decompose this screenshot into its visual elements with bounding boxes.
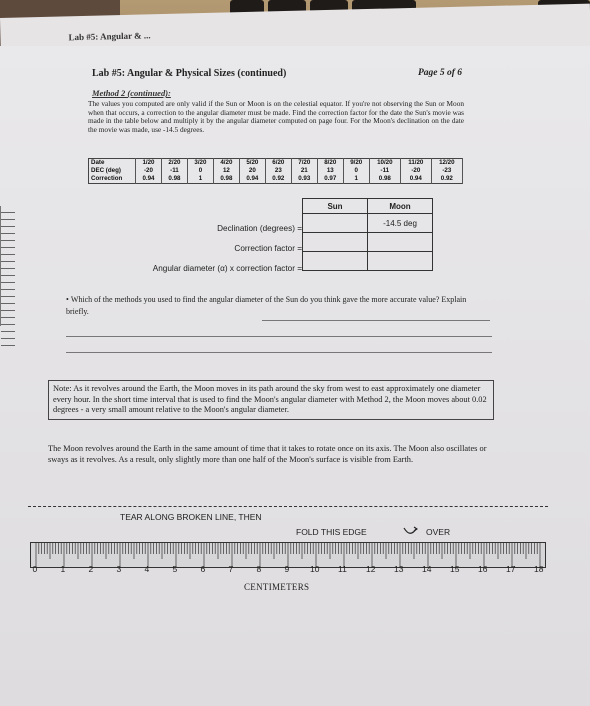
fold-arrow-icon: [402, 526, 418, 538]
date-cell: 2/20: [161, 159, 187, 168]
date-cell: 7/20: [291, 159, 317, 168]
answer-line-3[interactable]: [66, 352, 492, 353]
question-text: [66, 294, 486, 318]
dec-cell: -20: [136, 167, 162, 175]
ruler-number: 16: [478, 564, 488, 574]
page-header: [92, 68, 462, 82]
date-cell: 11/20: [400, 159, 431, 168]
calc-row-labels: [92, 219, 302, 279]
dec-cell: -11: [369, 167, 400, 175]
ruler-number: 12: [366, 564, 376, 574]
ruler-number: 15: [450, 564, 460, 574]
date-cell: 12/20: [431, 159, 462, 168]
dec-cell: 23: [265, 167, 291, 175]
question-body: Which of the methods you used to find the angular diameter of the Sun do you think gave the more accurate value? Explain briefly.: [66, 295, 467, 316]
correction-factor-label: Correction factor =: [234, 244, 302, 253]
correction-cell: 0.94: [400, 175, 431, 184]
ruler-number: 11: [338, 564, 347, 574]
correction-cell: 0.92: [265, 175, 291, 184]
row-label-correction: Correction: [89, 175, 136, 184]
col-header-sun: Sun: [303, 199, 368, 214]
table-row-correction: [89, 175, 463, 184]
moon-correction-field[interactable]: [368, 233, 433, 252]
row-label-dec: DEC (deg): [89, 167, 136, 175]
correction-cell: 0.97: [317, 175, 343, 184]
date-cell: 6/20: [265, 159, 291, 168]
ruler-number: 5: [172, 564, 178, 574]
ruler-number: 2: [88, 564, 94, 574]
date-cell: 1/20: [136, 159, 162, 168]
date-cell: 8/20: [317, 159, 343, 168]
method-heading: Method 2 (continued):: [92, 88, 171, 98]
table-row-dec: [89, 167, 463, 175]
date-cell: 10/20: [369, 159, 400, 168]
ruler-number: 9: [284, 564, 290, 574]
moon-corrected-diameter-field[interactable]: [368, 252, 433, 271]
over-instruction: OVER: [426, 527, 451, 537]
note-box: Note: As it revolves around the Earth, the Moon moves in its path around the sky from west to east approximately one diameter every hour. In the short time interval that is used to find the Moon's angular diameter with Method 2, the Moon moves about 0.02 degrees - a very small amount relative to the Moon's angular diameter.: [48, 380, 494, 420]
correction-cell: 0.93: [291, 175, 317, 184]
sun-moon-calc-table: [302, 198, 433, 271]
correction-cell: 0.94: [136, 175, 162, 184]
ruler-number: 1: [60, 564, 66, 574]
ruler-number: 13: [394, 564, 404, 574]
bullet-icon: •: [66, 295, 71, 304]
answer-line-2[interactable]: [66, 336, 492, 337]
dec-cell: 12: [213, 167, 239, 175]
dec-cell: -11: [161, 167, 187, 175]
ruler-number: 7: [228, 564, 234, 574]
correction-cell: 0.98: [213, 175, 239, 184]
ruler-number: 3: [116, 564, 122, 574]
ruler-number: 18: [534, 564, 544, 574]
ruler-number: 4: [144, 564, 150, 574]
dec-cell: 13: [317, 167, 343, 175]
correction-cell: 0.94: [239, 175, 265, 184]
correction-cell: 1: [187, 175, 213, 184]
table-row-date: [89, 159, 463, 168]
date-cell: 3/20: [187, 159, 213, 168]
tear-instruction: TEAR ALONG BROKEN LINE, THEN: [120, 512, 262, 522]
date-cell: 9/20: [343, 159, 369, 168]
sun-correction-field[interactable]: [303, 233, 368, 252]
dec-cell: 21: [291, 167, 317, 175]
declination-table: [88, 158, 463, 184]
ruler-number: 6: [200, 564, 206, 574]
sun-corrected-diameter-field[interactable]: [303, 252, 368, 271]
ruler-number: 0: [32, 564, 38, 574]
dec-cell: 0: [343, 167, 369, 175]
dec-cell: -23: [431, 167, 462, 175]
dec-cell: -20: [400, 167, 431, 175]
date-cell: 5/20: [239, 159, 265, 168]
dec-cell: 0: [187, 167, 213, 175]
worksheet-page: [0, 46, 590, 706]
lab-title: Lab #5: Angular & Physical Sizes (continued): [92, 68, 287, 79]
sun-declination-field[interactable]: [303, 214, 368, 233]
intro-paragraph: The values you computed are only valid if the Sun or Moon is on the celestial equator. If you're not observing the Sun or Moon when that occurs, a correction to the angular diameter must be made. Find the correction factor for the date the Sun's movie was made in the table below and multiply it by the angular diameter computed on page four. For the Moon's declination on the date the movie was made, use -14.5 degrees.: [88, 99, 464, 134]
answer-line-1[interactable]: [262, 320, 490, 321]
row-label-date: Date: [89, 159, 136, 168]
units-label: CENTIMETERS: [244, 582, 310, 592]
ruler-number: 17: [506, 564, 516, 574]
correction-cell: 0.98: [161, 175, 187, 184]
background-page-title: Lab #5: Angular & ...: [68, 30, 151, 43]
moon-rotation-paragraph: The Moon revolves around the Earth in the same amount of time that it takes to rotate once on its axis. The Moon also oscillates or sways as it revolves. As a result, only slightly more than one half of the Moon's surface is visible from Earth.: [48, 444, 487, 464]
ruler-number: 10: [310, 564, 320, 574]
date-cell: 4/20: [213, 159, 239, 168]
dec-cell: 20: [239, 167, 265, 175]
tear-line: [28, 506, 548, 507]
binder-edge-marks: [0, 206, 21, 326]
declination-label: Declination (degrees) =: [217, 224, 302, 233]
correction-cell: 1: [343, 175, 369, 184]
moon-declination-value: -14.5 deg: [368, 214, 433, 233]
ruler-number: 8: [256, 564, 262, 574]
fold-instruction: FOLD THIS EDGE: [296, 527, 367, 537]
angular-diameter-label: Angular diameter (α) x correction factor =: [152, 264, 302, 273]
correction-cell: 0.92: [431, 175, 462, 184]
page-number: Page 5 of 6: [417, 68, 462, 78]
col-header-moon: Moon: [368, 199, 433, 214]
correction-cell: 0.98: [369, 175, 400, 184]
ruler-number: 14: [422, 564, 432, 574]
